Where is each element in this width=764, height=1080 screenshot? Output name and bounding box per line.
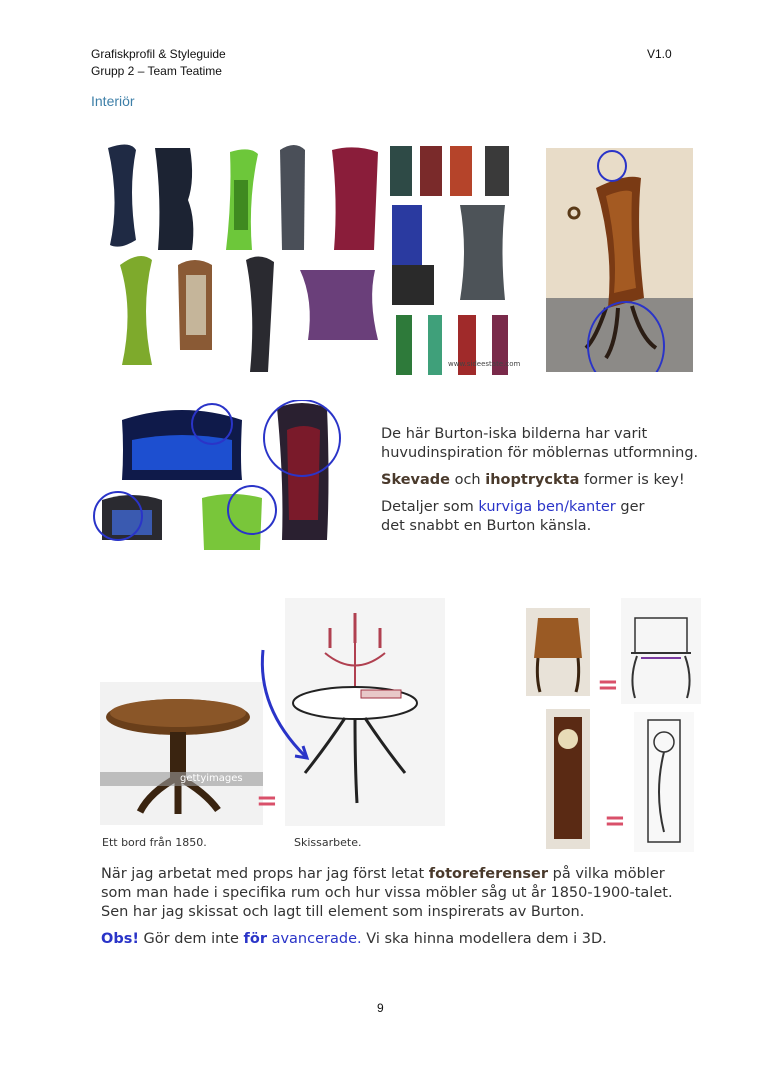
section-title: Interiör <box>91 93 135 109</box>
bent-cabinet-photo <box>546 148 693 372</box>
inspiration-text <box>381 425 741 536</box>
equals-sign-clock: = <box>604 806 626 836</box>
desk-photo <box>526 608 590 696</box>
props-line-1 <box>101 865 741 884</box>
props-text-2: på vilka möbler <box>548 866 665 882</box>
text-ger: ger <box>615 499 645 515</box>
text-och: och <box>449 472 486 488</box>
header-subtitle: Grupp 2 – Team Teatime <box>91 64 222 78</box>
sketch-caption: Skissarbete. <box>294 836 362 849</box>
keyword-kurviga: kurviga ben/kanter <box>478 499 616 515</box>
keyword-skevade: Skevade <box>381 472 450 488</box>
equals-sign-desk: = <box>597 670 619 700</box>
details-line-2: det snabbt en Burton känsla. <box>381 518 592 534</box>
clock-photo <box>546 709 590 849</box>
circled-details-image <box>92 400 352 550</box>
props-text-1: När jag arbetat med props har jag först letat <box>101 866 429 882</box>
header-title: Grafiskprofil & Styleguide <box>91 47 226 61</box>
arrow-icon <box>255 648 315 768</box>
shape-paragraph <box>381 471 741 490</box>
inspiration-line-2: huvudinspiration för möblernas utformning. <box>381 445 699 461</box>
props-line-2: som man hade i specifika rum och hur vissa möbler såg ut år 1850-1900-talet. <box>101 885 673 901</box>
details-paragraph <box>381 498 741 517</box>
note-line <box>101 930 741 949</box>
note-text-1: Gör dem inte <box>138 931 244 947</box>
table-photo-caption: Ett bord från 1850. <box>102 836 207 849</box>
keyword-ihoptryckta: ihoptryckta <box>485 472 580 488</box>
inspiration-line-1: De här Burton-iska bilderna har varit <box>381 426 648 442</box>
site-watermark: www.sideestate.com <box>448 360 521 368</box>
keyword-fotoreferenser: fotoreferenser <box>428 866 549 882</box>
furniture-collage-image <box>100 140 520 380</box>
keyword-obs: Obs! <box>101 931 139 947</box>
text-former: former is key! <box>579 472 685 488</box>
header-version: V1.0 <box>647 47 672 61</box>
props-line-3: Sen har jag skissat och lagt till element som inspirerats av Burton. <box>101 904 585 920</box>
equals-sign-table: = <box>256 786 278 816</box>
table-photo <box>100 682 263 825</box>
desk-sketch <box>621 598 701 704</box>
props-text <box>101 865 741 949</box>
clock-sketch <box>634 712 694 852</box>
keyword-for: för <box>243 931 267 947</box>
keyword-avancerade: avancerade. <box>266 931 362 947</box>
note-text-2: Vi ska hinna modellera dem i 3D. <box>361 931 607 947</box>
page-number: 9 <box>377 1001 384 1015</box>
getty-watermark: gettyimages <box>180 773 243 784</box>
text-detaljer: Detaljer som <box>381 499 479 515</box>
